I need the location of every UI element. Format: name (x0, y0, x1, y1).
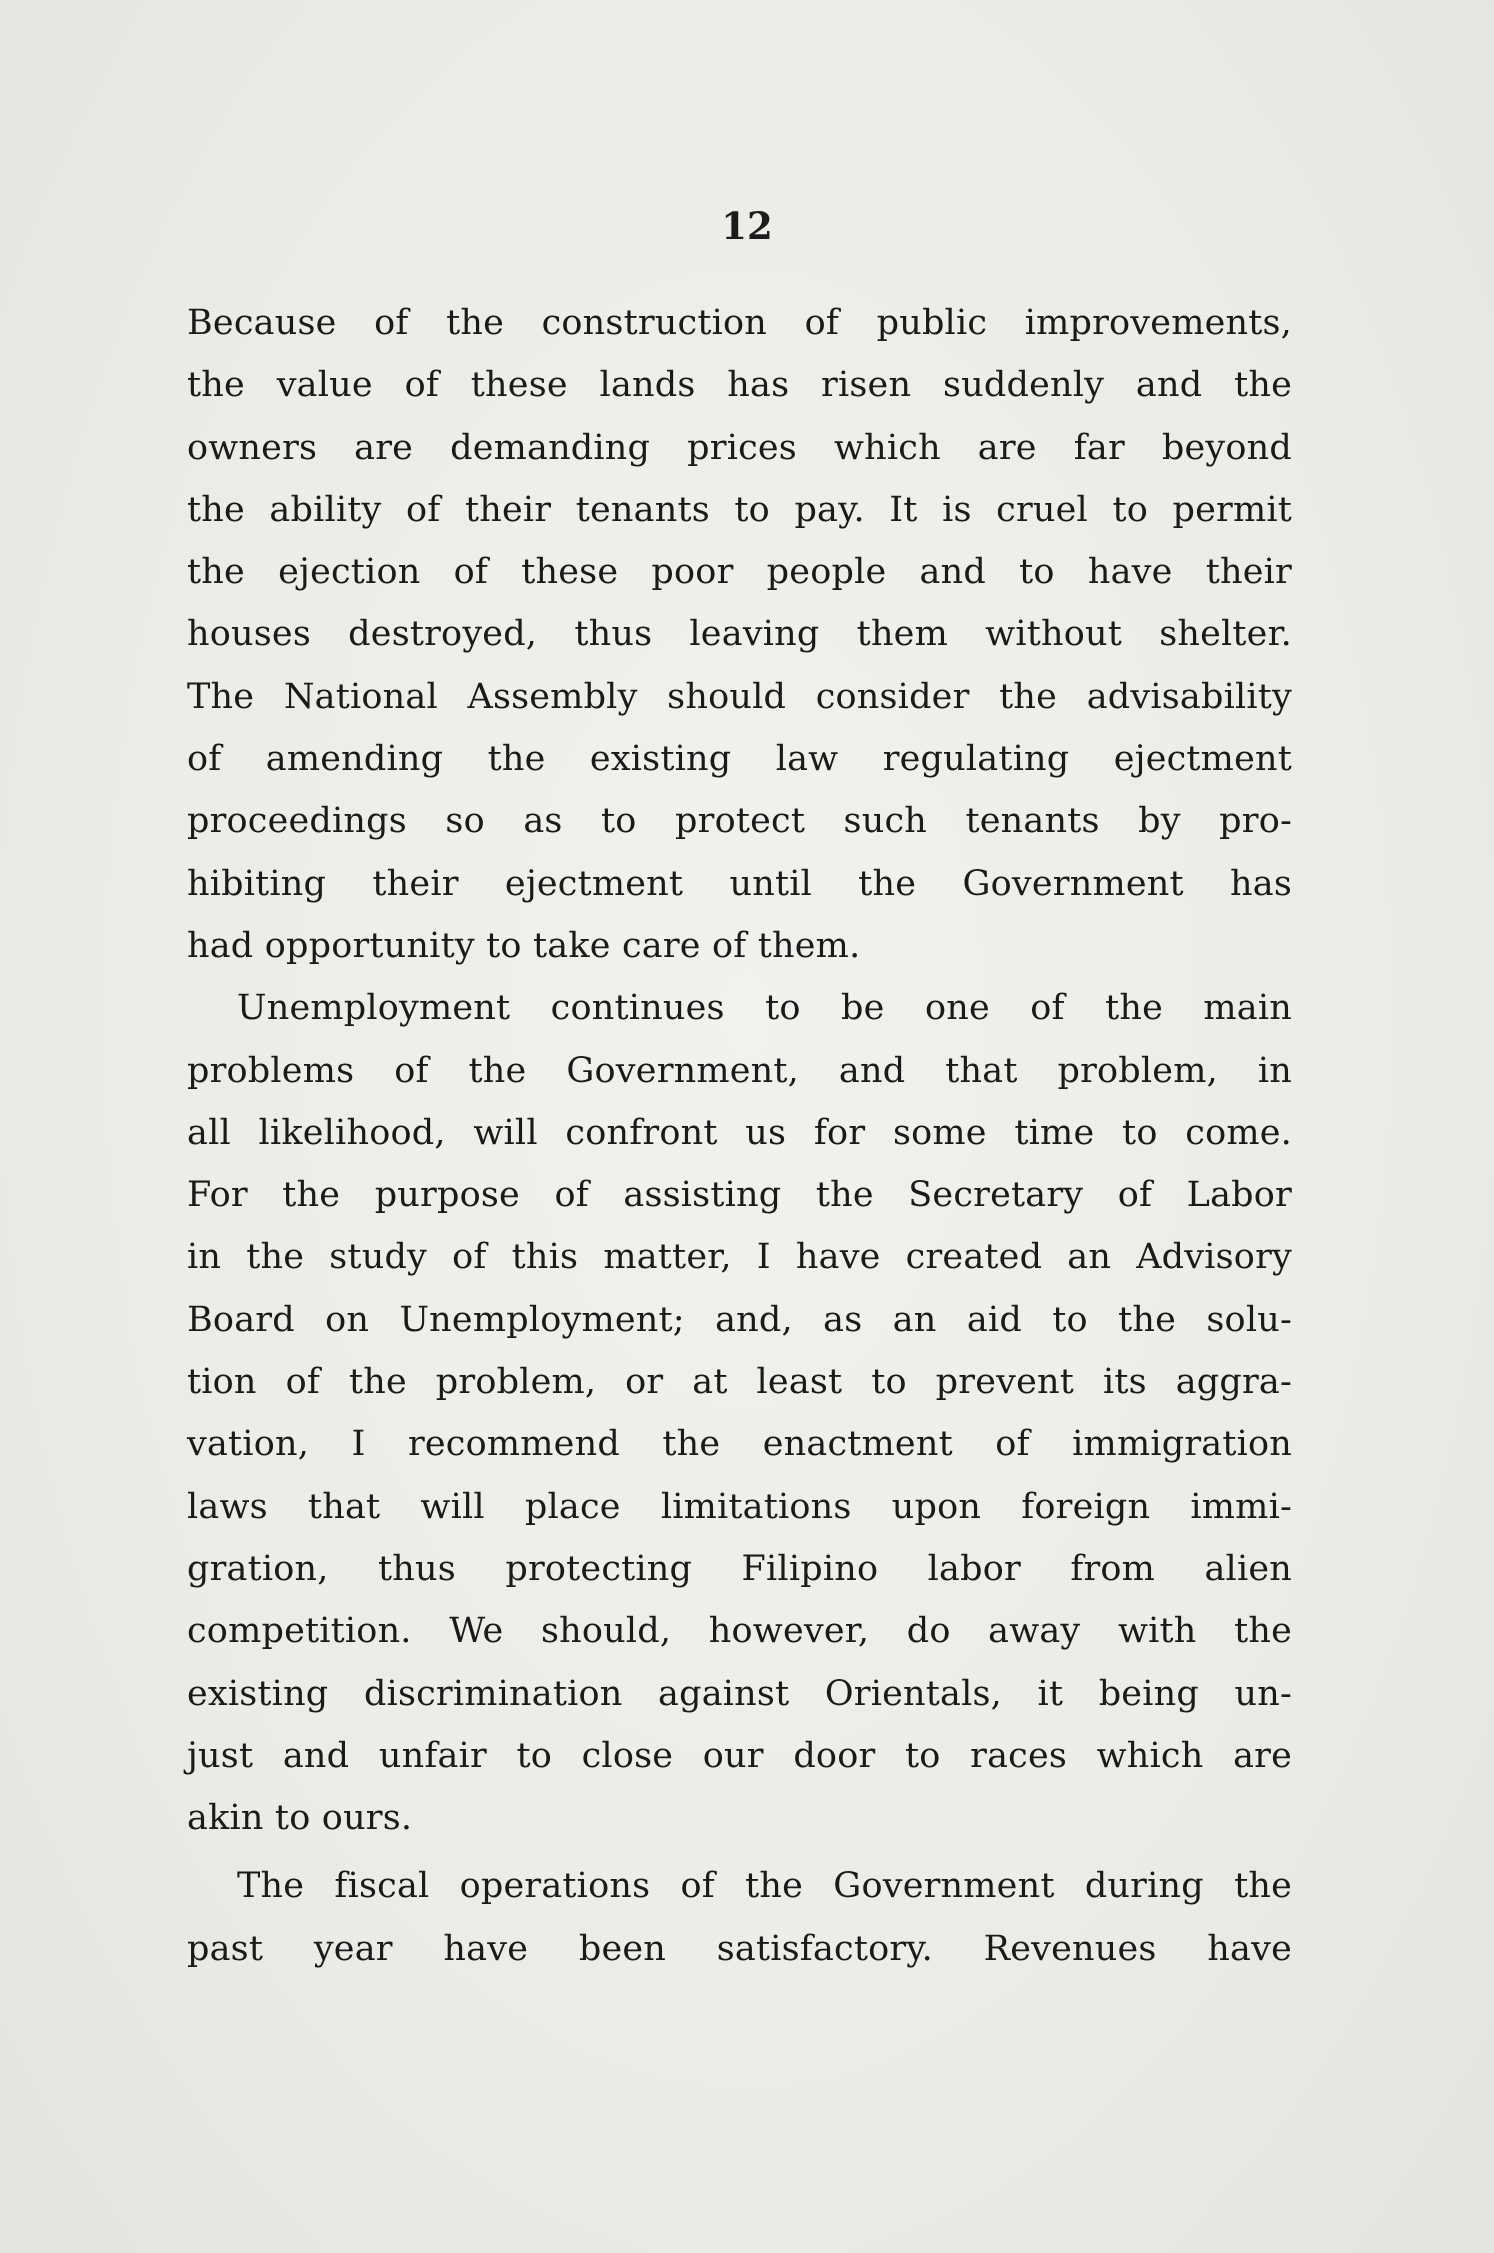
text-line: owners are demanding prices which are far beyond (187, 427, 1292, 468)
text-line: hibiting their ejectment until the Government has (187, 863, 1292, 904)
text-line: the value of these lands has risen suddenly and the (187, 365, 1292, 406)
text-line: vation, I recommend the enactment of immigration (187, 1424, 1292, 1465)
text-line: the ejection of these poor people and to have their (187, 552, 1292, 593)
text-line: Board on Unemployment; and, as an aid to the solu- (187, 1299, 1292, 1340)
text-line: all likelihood, will confront us for some time to come. (187, 1112, 1292, 1153)
text-line: competition. We should, however, do away with the (187, 1611, 1292, 1652)
text-line: The National Assembly should consider the advisability (187, 676, 1292, 717)
text-line: existing discrimination against Orientals, it being un- (187, 1673, 1292, 1714)
paragraph-2 (187, 977, 1292, 1849)
text-line: problems of the Government, and that problem, in (187, 1050, 1292, 1091)
text-line: proceedings so as to protect such tenants by pro- (187, 801, 1292, 842)
text-line: For the purpose of assisting the Secretary of Labor (187, 1175, 1292, 1216)
text-line: tion of the problem, or at least to prevent its aggra- (187, 1362, 1292, 1403)
text-line: gration, thus protecting Filipino labor from alien (187, 1548, 1292, 1589)
paragraph-1 (187, 292, 1292, 977)
text-line: akin to ours. (187, 1798, 413, 1839)
text-line: Unemployment continues to be one of the main (237, 988, 1292, 1029)
text-line: of amending the existing law regulating ejectment (187, 739, 1292, 780)
text-line: Because of the construction of public improvements, (187, 303, 1292, 343)
text-line: had opportunity to take care of them. (187, 925, 861, 966)
page-number: 12 (721, 204, 773, 248)
paragraph-3 (187, 1855, 1292, 1980)
text-line: past year have been satisfactory. Revenues have (187, 1928, 1292, 1969)
text-line: The fiscal operations of the Government during the (237, 1866, 1292, 1907)
text-line: just and unfair to close our door to races which are (187, 1735, 1292, 1776)
text-line: houses destroyed, thus leaving them without shelter. (187, 614, 1292, 655)
text-line: laws that will place limitations upon foreign immi- (187, 1486, 1292, 1527)
text-line: the ability of their tenants to pay. It is cruel to permit (187, 489, 1292, 530)
text-line: in the study of this matter, I have created an Advisory (187, 1237, 1292, 1278)
body-text (187, 292, 1292, 1980)
